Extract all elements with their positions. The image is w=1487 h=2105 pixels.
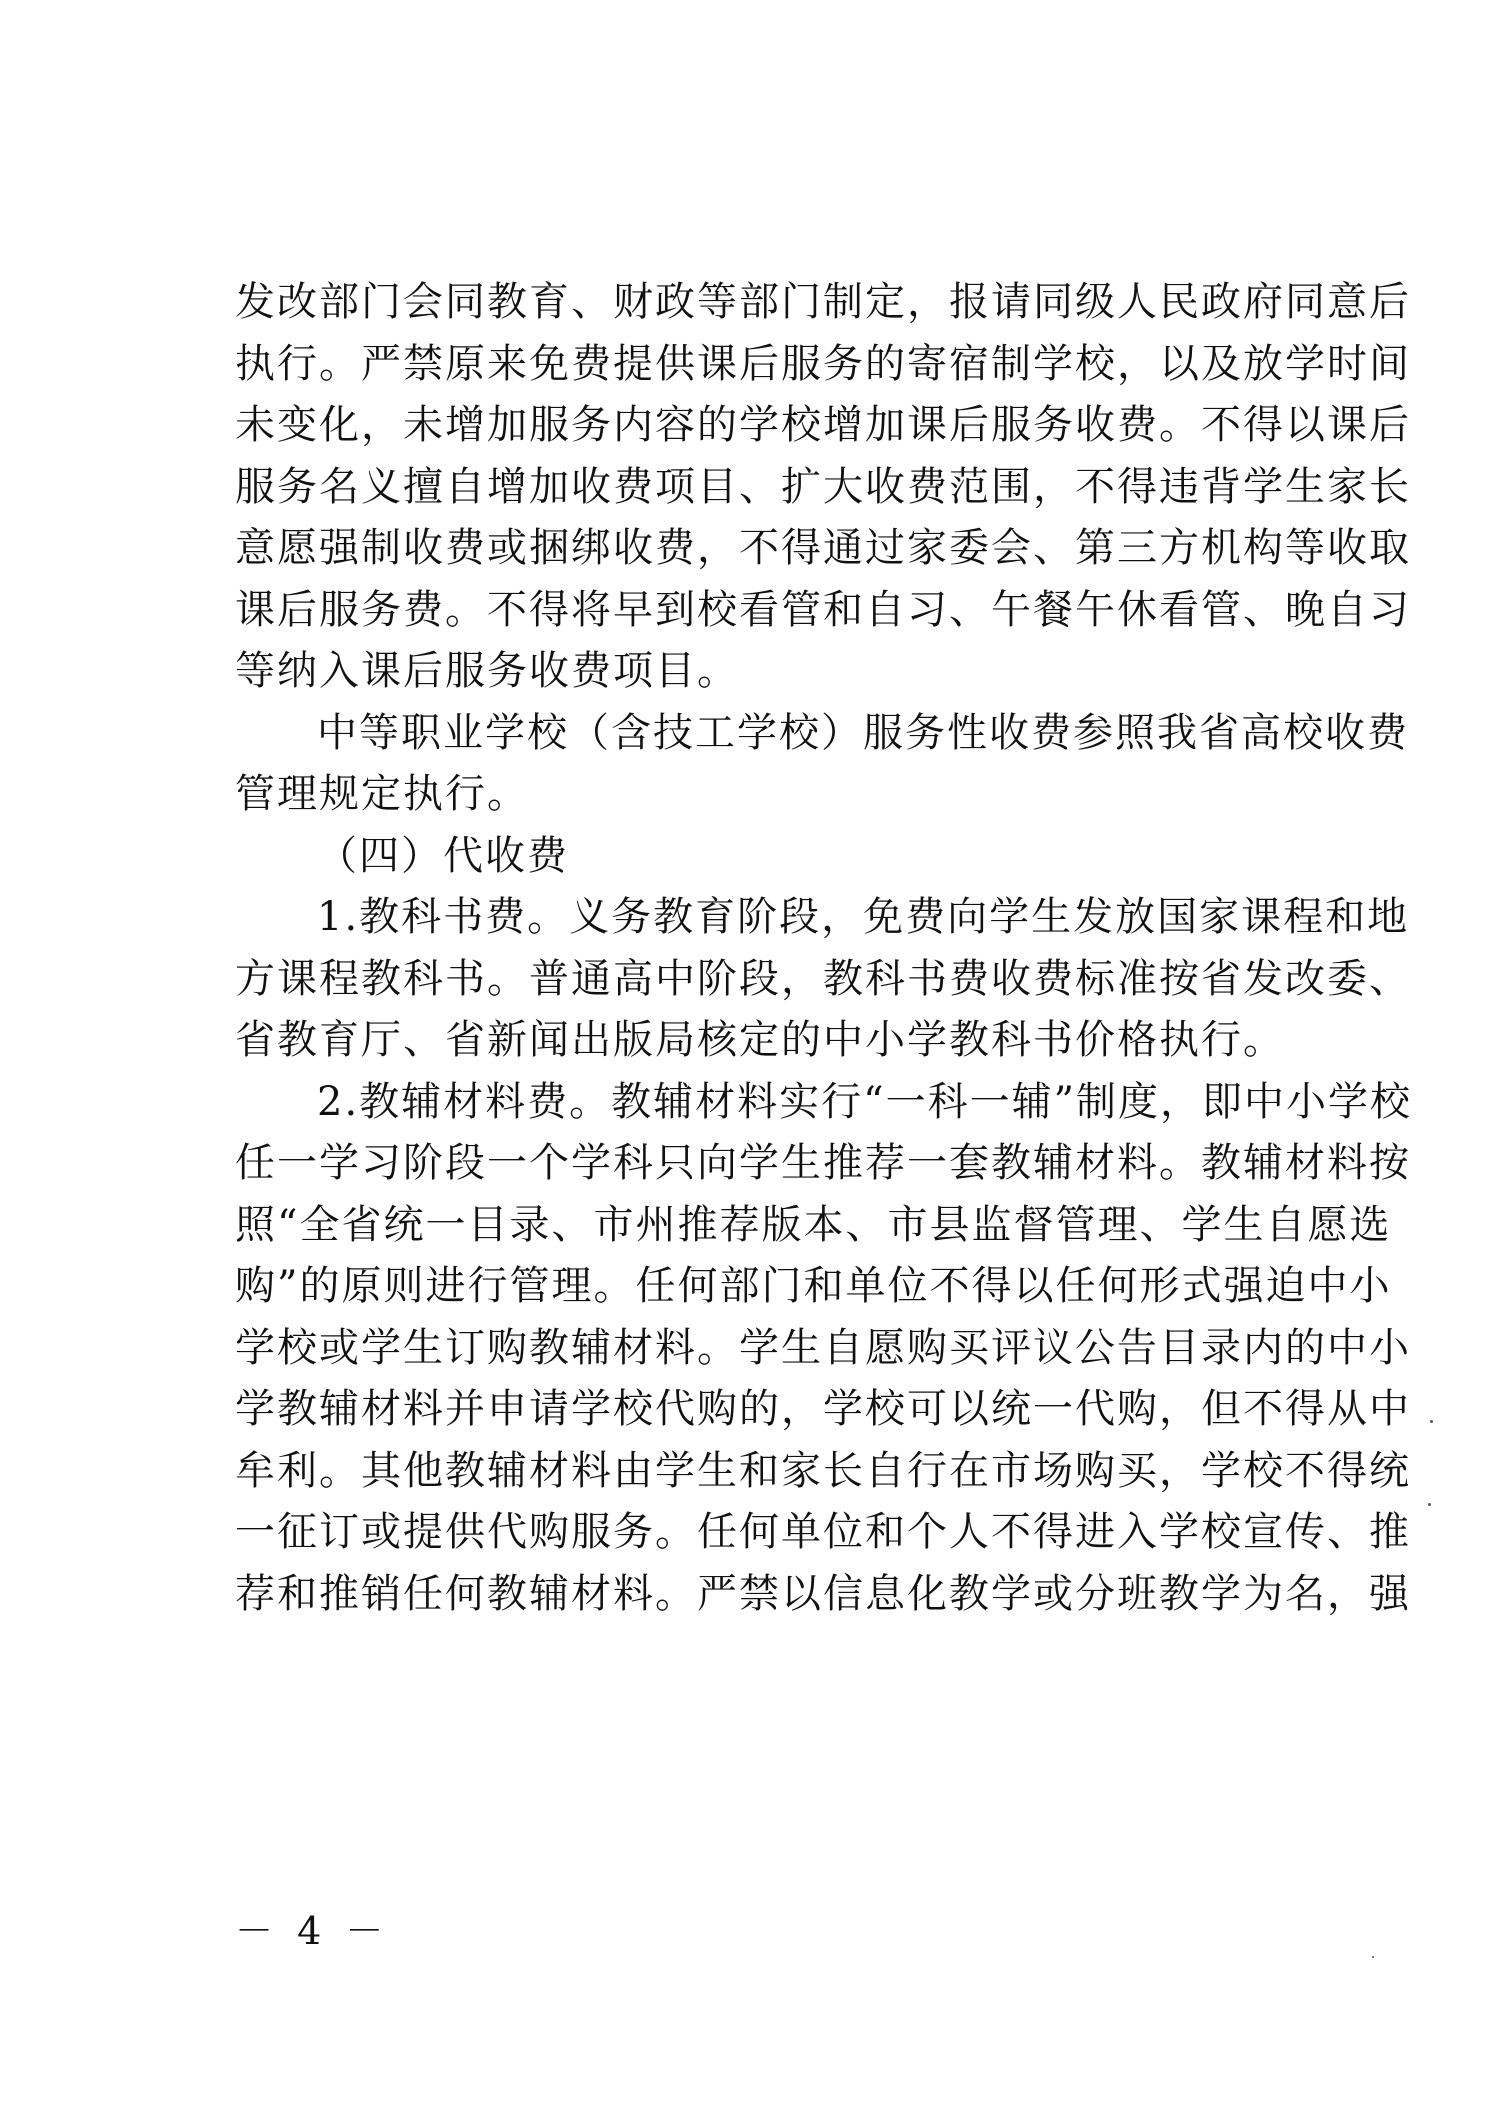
scan-speck [1430, 1420, 1433, 1423]
text-line: 学校或学生订购教辅材料。学生自愿购买评议公告目录内的中小 [235, 1324, 1411, 1371]
text-line: 发改部门会同教育、财政等部门制定，报请同级人民政府同意后 [235, 279, 1411, 325]
text-line: 省教育厅、省新闻出版局核定的中小学教科书价格执行。 [235, 1017, 1285, 1063]
text-line: 等纳入课后服务收费项目。 [235, 648, 739, 694]
page-number: － 4 － [235, 1909, 390, 1953]
text-line: 购”的原则进行管理。任何部门和单位不得以任何形式强迫中小 [235, 1263, 1392, 1309]
text-line: 方课程教科书。普通高中阶段，教科书费收费标准按省发改委、 [235, 955, 1411, 1002]
scan-speck [1428, 1503, 1431, 1506]
text-line: 照“全省统一目录、市州推荐版本、市县监督管理、学生自愿选 [235, 1201, 1392, 1248]
text-line: 意愿强制收费或捆绑收费，不得通过家委会、第三方机构等收取 [235, 525, 1411, 571]
text-line: 2.教辅材料费。教辅材料实行“一科一辅”制度，即中小学校 [317, 1078, 1413, 1125]
text-line: 服务名义擅自增加收费项目、扩大收费范围，不得违背学生家长 [235, 463, 1411, 510]
body-text [235, 272, 1413, 1625]
text-line: 执行。严禁原来免费提供课后服务的寄宿制学校，以及放学时间 [235, 340, 1411, 387]
text-line: 一征订或提供代购服务。任何单位和个人不得进入学校宣传、推 [235, 1509, 1411, 1555]
text-line: 荐和推销任何教辅材料。严禁以信息化教学或分班教学为名，强 [235, 1570, 1411, 1617]
scan-speck [1372, 1956, 1374, 1958]
text-line: 中等职业学校（含技工学校）服务性收费参照我省高校收费 [317, 709, 1409, 756]
text-line: 学教辅材料并申请学校代购的，学校可以统一代购，但不得从中 [235, 1386, 1411, 1432]
text-line: 课后服务费。不得将早到校看管和自习、午餐午休看管、晚自习 [235, 586, 1411, 633]
text-line: 1.教科书费。义务教育阶段，免费向学生发放国家课程和地 [317, 894, 1410, 940]
text-line: 任一学习阶段一个学科只向学生推荐一套教辅材料。教辅材料按 [235, 1140, 1411, 1186]
section-heading: （四）代收费 [317, 832, 569, 879]
text-line: 管理规定执行。 [235, 771, 529, 817]
text-line: 未变化，未增加服务内容的学校增加课后服务收费。不得以课后 [235, 402, 1411, 448]
text-line: 牟利。其他教辅材料由学生和家长自行在市场购买，学校不得统 [235, 1447, 1411, 1494]
